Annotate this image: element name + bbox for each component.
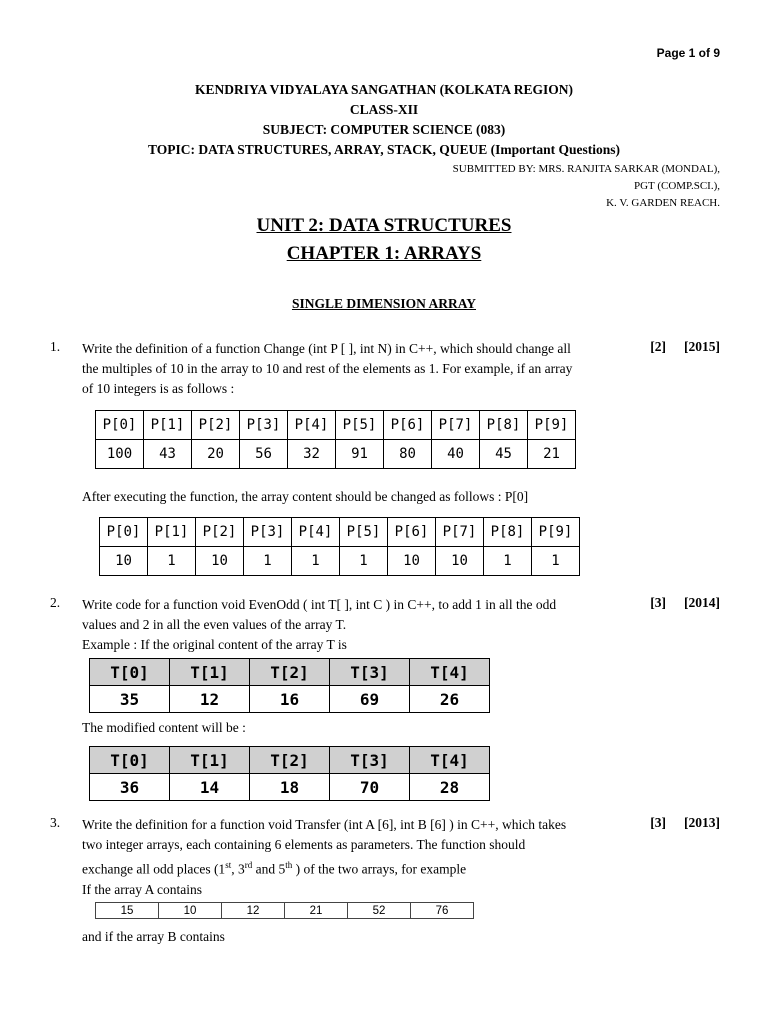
table-cell: 32 [288, 440, 336, 469]
table-cell: P[2] [192, 411, 240, 440]
marks: [3] [650, 815, 666, 830]
table-header-row [96, 411, 576, 440]
table-cell: 10 [436, 547, 484, 576]
table-cell: 21 [528, 440, 576, 469]
table-cell: 1 [244, 547, 292, 576]
table-cell: P[0] [100, 518, 148, 547]
text-fragment: , 3 [231, 861, 245, 877]
q2-array-original [89, 658, 490, 713]
designation: PGT (COMP.SCI.), [634, 180, 720, 192]
ordinal-suffix: rd [244, 860, 253, 870]
question-1-after-text: After executing the function, the array content should be changed as follows : P[0] [82, 489, 529, 504]
table-cell: T[1] [170, 659, 250, 686]
table-cell: 10 [100, 547, 148, 576]
table-cell: T[3] [330, 747, 410, 774]
header-subject: SUBJECT: COMPUTER SCIENCE (083) [262, 122, 506, 137]
table-cell: 52 [348, 903, 411, 919]
table-cell: 80 [384, 440, 432, 469]
table-cell: P[4] [288, 411, 336, 440]
unit-title: UNIT 2: DATA STRUCTURES [256, 215, 512, 236]
table-header-row [90, 747, 490, 774]
question-2-after-text: The modified content will be : [82, 720, 246, 735]
text-line: Example : If the original content of the array T is [82, 637, 347, 652]
table-cell: P[2] [196, 518, 244, 547]
table-cell: 91 [336, 440, 384, 469]
text-line: of 10 integers is as follows : [82, 381, 235, 396]
ordinal-suffix: th [285, 860, 293, 870]
header-topic: TOPIC: DATA STRUCTURES, ARRAY, STACK, QUEUE (Important Questions) [147, 142, 621, 157]
table-row [96, 903, 474, 919]
year: [2013] [684, 815, 720, 830]
table-cell: P[9] [532, 518, 580, 547]
question-1-text [82, 339, 642, 399]
text-line [82, 855, 642, 880]
table-cell: P[8] [480, 411, 528, 440]
table-cell: T[1] [170, 747, 250, 774]
table-cell: 10 [159, 903, 222, 919]
marks: [2] [650, 339, 666, 354]
table-cell: 1 [292, 547, 340, 576]
table-cell: P[4] [292, 518, 340, 547]
question-2-number: 2. [50, 595, 61, 610]
table-cell: T[0] [90, 659, 170, 686]
table-cell: 40 [432, 440, 480, 469]
text-fragment: and 5 [252, 861, 286, 877]
text-line: Write code for a function void EvenOdd ( int T[ ], int C ) in C++, to add 1 in all the odd [82, 597, 557, 612]
text-line: Write the definition of a function Change (int P [ ], int N) in C++, which should change all [82, 341, 571, 356]
table-cell: 43 [144, 440, 192, 469]
q1-array-modified [99, 517, 580, 576]
text-fragment: exchange all odd places (1 [82, 861, 226, 877]
question-2-marks [632, 595, 720, 611]
table-cell: P[7] [432, 411, 480, 440]
table-cell: 69 [330, 686, 410, 713]
table-cell: 21 [285, 903, 348, 919]
header-class: CLASS-XII [349, 102, 419, 117]
table-cell: 1 [340, 547, 388, 576]
question-1-marks [632, 339, 720, 355]
table-row [90, 774, 490, 801]
table-header-row [90, 659, 490, 686]
table-cell: 1 [484, 547, 532, 576]
question-3-marks [632, 815, 720, 831]
submitted-by: SUBMITTED BY: MRS. RANJITA SARKAR (MONDAL), [452, 163, 720, 175]
table-cell: P[3] [244, 518, 292, 547]
table-row [90, 686, 490, 713]
table-cell: T[4] [410, 659, 490, 686]
text-fragment: ) of the two arrays, for example [292, 861, 467, 877]
table-cell: 45 [480, 440, 528, 469]
section-title: SINGLE DIMENSION ARRAY [291, 296, 477, 311]
table-cell: 10 [388, 547, 436, 576]
question-1-number: 1. [50, 339, 61, 354]
table-cell: 35 [90, 686, 170, 713]
question-3-number: 3. [50, 815, 61, 830]
page-number: Page 1 of 9 [656, 46, 720, 60]
table-cell: T[4] [410, 747, 490, 774]
q1-array-original [95, 410, 576, 469]
text-line: values and 2 in all the even values of the array T. [82, 617, 347, 632]
table-cell: 26 [410, 686, 490, 713]
table-cell: P[5] [336, 411, 384, 440]
header-org: KENDRIYA VIDYALAYA SANGATHAN (KOLKATA REGION) [194, 82, 574, 97]
table-cell: 36 [90, 774, 170, 801]
marks: [3] [650, 595, 666, 610]
table-cell: P[1] [148, 518, 196, 547]
question-2-text [82, 595, 642, 655]
year: [2014] [684, 595, 720, 610]
table-cell: T[2] [250, 659, 330, 686]
table-cell: 70 [330, 774, 410, 801]
text-line: If the array A contains [82, 881, 202, 897]
table-row [100, 547, 580, 576]
table-header-row [100, 518, 580, 547]
table-cell: 12 [222, 903, 285, 919]
table-cell: 28 [410, 774, 490, 801]
text-line: two integer arrays, each containing 6 elements as parameters. The function should [82, 837, 526, 852]
chapter-title: CHAPTER 1: ARRAYS [286, 243, 482, 264]
text-line: Write the definition for a function void Transfer (int A [6], int B [6] ) in C++, which takes [82, 817, 567, 832]
table-cell: T[3] [330, 659, 410, 686]
table-row [96, 440, 576, 469]
q2-array-modified [89, 746, 490, 801]
table-cell: 18 [250, 774, 330, 801]
table-cell: 56 [240, 440, 288, 469]
table-cell: 76 [411, 903, 474, 919]
table-cell: T[2] [250, 747, 330, 774]
table-cell: P[1] [144, 411, 192, 440]
table-cell: P[3] [240, 411, 288, 440]
table-cell: P[0] [96, 411, 144, 440]
table-cell: 12 [170, 686, 250, 713]
table-cell: 100 [96, 440, 144, 469]
table-cell: 20 [192, 440, 240, 469]
question-3-text [82, 815, 642, 900]
table-cell: P[6] [388, 518, 436, 547]
q3-array-a [95, 902, 474, 919]
table-cell: P[9] [528, 411, 576, 440]
table-cell: P[5] [340, 518, 388, 547]
table-cell: P[8] [484, 518, 532, 547]
text-line: the multiples of 10 in the array to 10 and rest of the elements as 1. For example, if an array [82, 361, 573, 376]
table-cell: 15 [96, 903, 159, 919]
table-cell: 14 [170, 774, 250, 801]
table-cell: 10 [196, 547, 244, 576]
table-cell: T[0] [90, 747, 170, 774]
year: [2015] [684, 339, 720, 354]
table-cell: P[7] [436, 518, 484, 547]
question-3-after-text: and if the array B contains [82, 929, 225, 944]
table-cell: 16 [250, 686, 330, 713]
table-cell: P[6] [384, 411, 432, 440]
table-cell: 1 [148, 547, 196, 576]
table-cell: 1 [532, 547, 580, 576]
school: K. V. GARDEN REACH. [606, 197, 720, 209]
ordinal-suffix: st [225, 860, 232, 870]
